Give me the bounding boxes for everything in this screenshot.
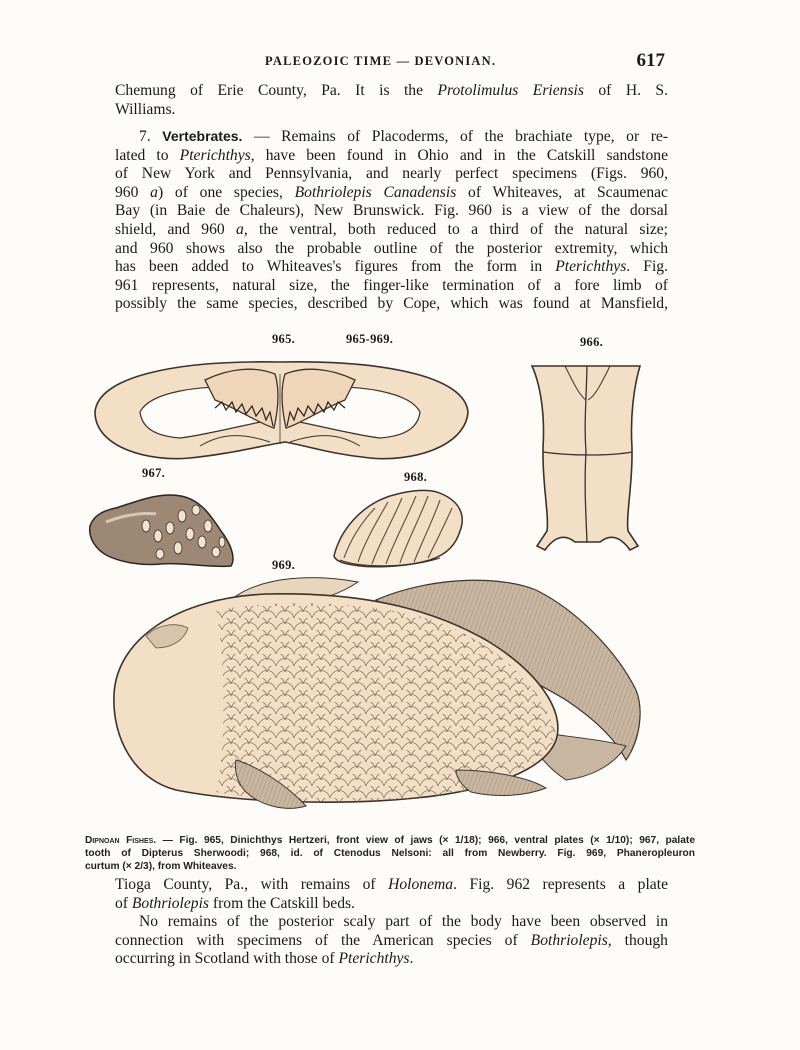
figure-968-ridged-tooth [330, 486, 470, 571]
text-line: Bay (in Baie de Chaleurs), New Brunswick. Fig. 960 is a view of the dorsal [115, 202, 668, 220]
text-line: No remains of the posterior scaly part of the body have been observed in [139, 913, 668, 931]
text-line: and 960 shows also the probable outline of the posterior extremity, which [115, 239, 668, 257]
paragraph-top [115, 82, 668, 119]
running-title: PALEOZOIC TIME — DEVONIAN. [265, 54, 497, 68]
text-line: 961 represents, natural size, the finger-like termination of a fore limb of [115, 276, 668, 294]
figure-969-fish [96, 570, 656, 820]
figure-label-965: 965. [272, 332, 296, 346]
caption-line: curtum (× 2/3), from Whiteaves. [85, 861, 237, 873]
text-line: shield, and 960 a, the ventral, both reduced to a third of the natural size; [115, 220, 668, 238]
figure-label-965-969: 965-969. [346, 332, 394, 346]
text-line: possibly the same species, described by Cope, which was found at Mansfield, [115, 295, 668, 313]
text-line: of Bothriolepis from the Catskill beds. [115, 894, 355, 912]
figure-967-palate-tooth [86, 486, 241, 571]
figure-label-967: 967. [142, 466, 166, 480]
text-line: connection with specimens of the American species of Bothriolepis, though [115, 931, 668, 949]
paragraph-bottom [115, 876, 668, 969]
text-line: 7. Vertebrates. — Remains of Placoderms, of the brachiate type, or re- [139, 128, 668, 145]
figure-966-ventral-plates [520, 356, 655, 556]
text-line: of New York and Pennsylvania, and nearly perfect specimens (Figs. 960, [115, 165, 668, 183]
text-line: Williams. [115, 100, 176, 118]
text-line: Chemung of Erie County, Pa. It is the Protolimulus Eriensis of H. S. [115, 82, 668, 99]
caption-line: tooth of Dipterus Sherwoodi; 968, id. of Ctenodus Nelsoni: all from Newberry. Fig. 969, Phaneropleuron [85, 848, 695, 860]
figure-caption [85, 834, 695, 874]
caption-line: Dipnoan Fishes. — Fig. 965, Dinichthys Hertzeri, front view of jaws (× 1/18); 966, ventral plates (× 1/10); 967, palate [85, 835, 695, 846]
text-line: 960 a) of one species, Bothriolepis Canadensis of Whiteaves, at Scaumenac [115, 183, 668, 201]
paragraph-vertebrates [115, 127, 668, 314]
text-line: has been added to Whiteaves's figures from the form in Pterichthys. Fig. [115, 258, 668, 276]
section-heading: Vertebrates. [162, 128, 243, 144]
caption-lead: Dipnoan Fishes. [85, 835, 157, 846]
page-number: 617 [636, 50, 665, 71]
figure-label-969: 969. [272, 558, 296, 572]
text-line: Tioga County, Pa., with remains of Holonema. Fig. 962 represents a plate [115, 876, 668, 893]
figure-label-966: 966. [580, 335, 604, 349]
text-line: lated to Pterichthys, have been found in Ohio and in the Catskill sandstone [115, 146, 669, 164]
figure-965-jaws [80, 350, 480, 470]
text-line: occurring in Scotland with those of Pterichthys. [115, 950, 414, 968]
running-header [115, 52, 665, 74]
figure-label-968: 968. [404, 470, 428, 484]
